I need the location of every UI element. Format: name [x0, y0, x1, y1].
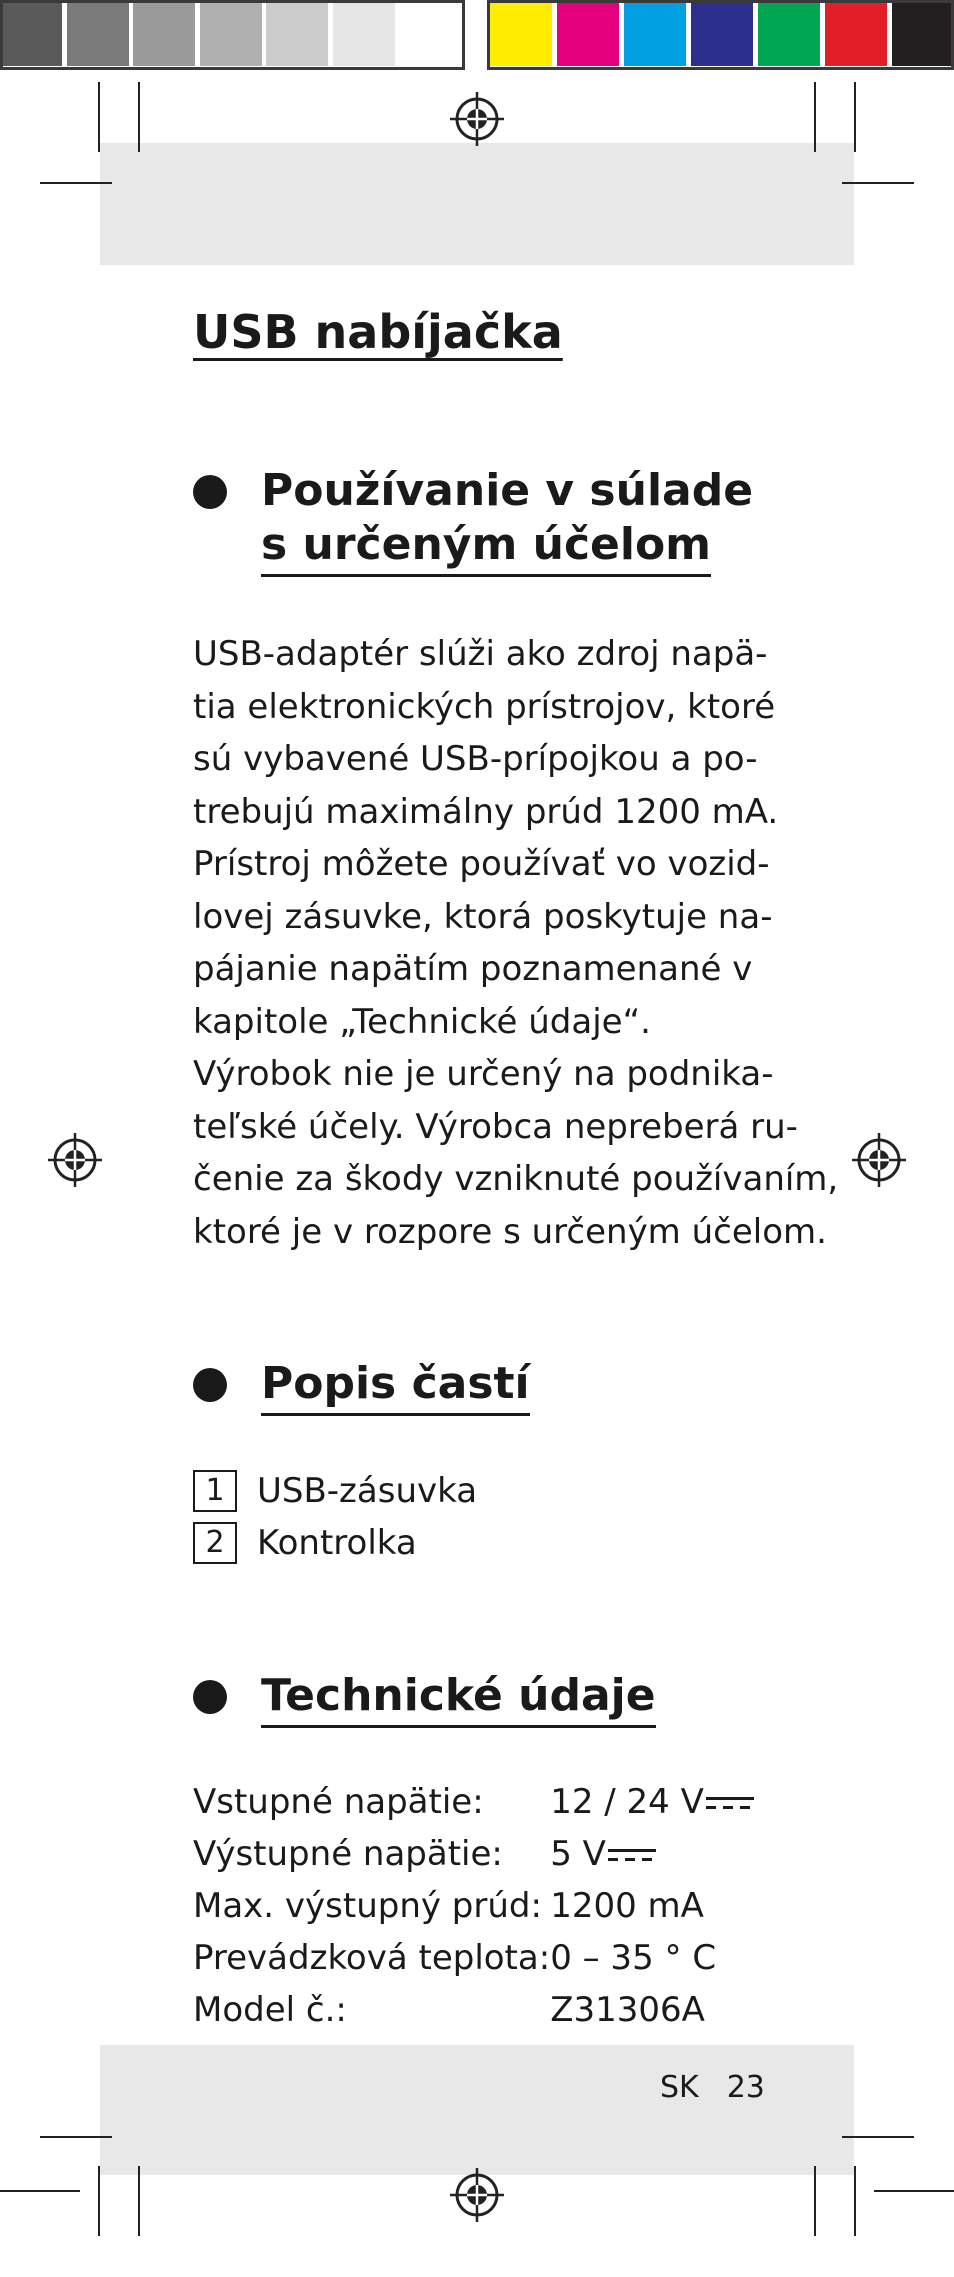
text-line: Výrobok nie je určený na podnika- — [193, 1054, 774, 1094]
spec-value-text: 0 – 35 ° C — [550, 1938, 717, 1978]
spec-value-text: 1200 mA — [550, 1886, 704, 1926]
text-line: ktoré je v rozpore s určeným účelom. — [193, 1211, 827, 1252]
text-line: trebujú maximálny prúd 1200 mA. — [193, 791, 779, 832]
table-row — [193, 1932, 754, 1984]
section-heading-intended-use: Používanie v súlade s určeným účelom — [261, 464, 753, 572]
table-row — [193, 1828, 754, 1880]
part-label: USB-zásuvka — [257, 1471, 478, 1511]
table-row — [193, 1984, 754, 2036]
text-line: Prístroj môžete používať vo vozid- — [193, 844, 770, 884]
section-heading-parts: Popis častí — [261, 1357, 530, 1411]
part-number-box: 2 — [193, 1522, 237, 1564]
page-number: 23 — [726, 2070, 765, 2105]
text-line: pájanie napätím poznamenané v — [193, 949, 753, 989]
bullet-icon — [193, 475, 227, 509]
spec-value-text: 5 V — [550, 1834, 606, 1874]
spec-value — [550, 1776, 754, 1828]
registration-mark-icon — [450, 2168, 504, 2222]
table-row — [193, 1776, 754, 1828]
text-line: teľské účely. Výrobca nepreberá ru- — [193, 1106, 798, 1147]
intended-use-text — [193, 628, 839, 1258]
color-swatch-frame — [487, 0, 954, 70]
spec-value — [550, 1828, 754, 1880]
registration-mark-icon — [852, 1133, 906, 1187]
page-footer — [660, 2070, 793, 2105]
list-item — [193, 1465, 477, 1517]
technical-data-table — [193, 1776, 754, 2036]
spec-value-text: 12 / 24 V — [550, 1782, 704, 1822]
spec-value-text: Z31306A — [550, 1990, 705, 2030]
list-item — [193, 1517, 477, 1569]
parts-list — [193, 1465, 477, 1569]
text-line: tia elektronických prístrojov, ktoré — [193, 686, 776, 727]
page-title: USB nabíjačka — [193, 305, 563, 359]
text-line: kapitole „Technické údaje“. — [193, 1001, 651, 1042]
spec-key: Vstupné napätie: — [193, 1782, 484, 1822]
header-band — [100, 143, 854, 265]
spec-value — [550, 1932, 754, 1984]
dc-symbol-icon — [608, 1847, 656, 1865]
part-number-box: 1 — [193, 1470, 237, 1512]
text-line: USB-adaptér slúži ako zdroj napä- — [193, 634, 768, 674]
registration-mark-icon — [48, 1133, 102, 1187]
language-code: SK — [660, 2070, 699, 2105]
part-label: Kontrolka — [257, 1523, 417, 1563]
bullet-icon — [193, 1368, 227, 1402]
spec-key: Prevádzková teplota: — [193, 1938, 551, 1978]
text-line: lovej zásuvke, ktorá poskytuje na- — [193, 896, 773, 937]
footer-band — [100, 2045, 854, 2175]
gray-swatch-frame — [0, 0, 465, 70]
table-row — [193, 1880, 754, 1932]
text-line: sú vybavené USB-prípojkou a po- — [193, 739, 758, 779]
spec-key: Výstupné napätie: — [193, 1834, 503, 1874]
text-line: čenie za škody vzniknuté používaním, — [193, 1159, 839, 1199]
spec-key: Max. výstupný prúd: — [193, 1886, 542, 1926]
dc-symbol-icon — [706, 1795, 754, 1813]
spec-value — [550, 1984, 754, 2036]
bullet-icon — [193, 1680, 227, 1714]
registration-mark-icon — [450, 92, 504, 146]
section-heading-technical-data: Technické údaje — [261, 1669, 656, 1723]
spec-key: Model č.: — [193, 1990, 347, 2030]
spec-value — [550, 1880, 754, 1932]
